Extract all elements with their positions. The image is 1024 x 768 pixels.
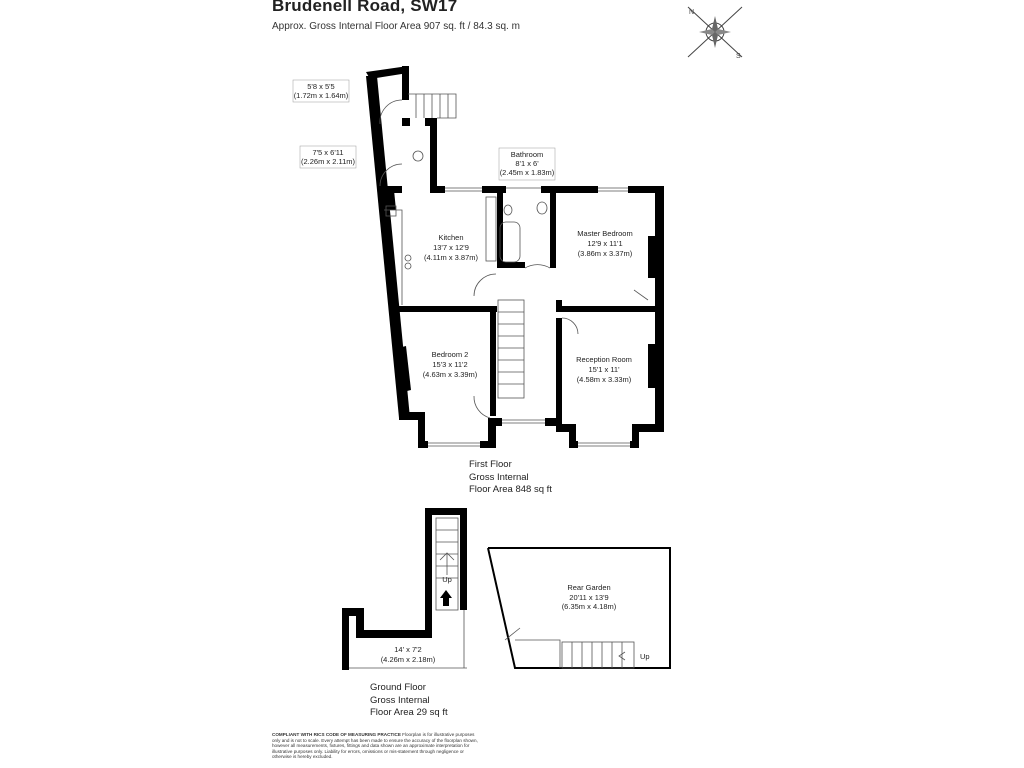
garden-stair-up-label: Up bbox=[640, 652, 650, 661]
bedroom2-dim-imperial: 15'3 x 11'2 bbox=[432, 360, 468, 369]
reception-dim-metric: (4.58m x 3.33m) bbox=[576, 375, 632, 384]
first-floor-caption-line-1: First Floor bbox=[469, 459, 512, 470]
garden-name: Rear Garden bbox=[567, 583, 611, 592]
room-top-small-dim-metric: (1.72m x 1.64m) bbox=[293, 91, 349, 100]
first-floor-caption-line-3: Floor Area 848 sq ft bbox=[469, 484, 552, 495]
disclaimer-text: Floorplan is for illustrative purposes only and is not to scale. Every attempt has been made to ensure the accuracy of the floorplan shown, however all measurements, fixtures, fittings and data shown are an approximate interpretation for illustrative purposes only. Liability for errors, omissions or mis-statement through negligence or otherwise is hereby excluded. bbox=[272, 732, 478, 760]
kitchen-dim-metric: (4.11m x 3.87m) bbox=[423, 253, 479, 262]
first-floor-fixtures bbox=[380, 94, 648, 446]
bedroom2-dim-metric: (4.63m x 3.39m) bbox=[422, 370, 478, 379]
bathroom-dim-metric: (2.45m x 1.83m) bbox=[499, 168, 555, 177]
room-top-small-dim-imperial: 5'8 x 5'5 bbox=[307, 82, 335, 91]
kitchen-dim-imperial: 13'7 x 12'9 bbox=[433, 243, 469, 252]
room-kitchen bbox=[424, 233, 479, 262]
reception-dim-imperial: 15'1 x 11' bbox=[588, 365, 620, 374]
bathroom-dim-imperial: 8'1 x 6' bbox=[515, 159, 539, 168]
up-arrow-icon bbox=[440, 590, 452, 606]
master-bedroom-dim-imperial: 12'9 x 11'1 bbox=[587, 239, 623, 248]
reception-name: Reception Room bbox=[576, 355, 632, 364]
compass-letter-n: N bbox=[689, 9, 695, 16]
ground-room-dim-imperial: 14' x 7'2 bbox=[394, 645, 422, 654]
ground-floor-caption-line-2: Gross Internal bbox=[370, 694, 430, 706]
kitchen-name: Kitchen bbox=[438, 233, 464, 242]
ground-floor-caption-line-1: Ground Floor bbox=[370, 682, 426, 693]
room-bathroom bbox=[499, 148, 555, 180]
bedroom2-name: Bedroom 2 bbox=[431, 350, 469, 359]
bathroom-name: Bathroom bbox=[510, 150, 544, 159]
room-master-bedroom bbox=[577, 229, 633, 258]
first-floor-caption bbox=[469, 459, 552, 497]
room-top-small bbox=[293, 80, 349, 102]
garden-details bbox=[505, 628, 634, 668]
room-reception bbox=[576, 355, 632, 384]
disclaimer bbox=[272, 732, 484, 760]
first-floor-caption-line-2: Gross Internal bbox=[469, 471, 529, 483]
page-title: Brudenell Road, SW17 bbox=[272, 0, 458, 15]
master-bedroom-dim-metric: (3.86m x 3.37m) bbox=[577, 249, 633, 258]
garden-dim-metric: (6.35m x 4.18m) bbox=[561, 602, 617, 611]
disclaimer-lead: COMPLIANT WITH RICS CODE OF MEASURING PRACTICE bbox=[272, 732, 401, 737]
garden-dim-imperial: 20'11 x 13'9 bbox=[569, 593, 609, 602]
ground-floor-caption bbox=[370, 682, 448, 720]
compass-letter-s: S bbox=[736, 53, 741, 60]
ground-floor-caption-line-3: Floor Area 29 sq ft bbox=[370, 707, 448, 718]
master-bedroom-name: Master Bedroom bbox=[577, 229, 633, 238]
ground-room-dim-metric: (4.26m x 2.18m) bbox=[380, 655, 436, 664]
floor-area-subtitle: Approx. Gross Internal Floor Area 907 sq. ft / 84.3 sq. m bbox=[272, 21, 520, 32]
room-top-left-dim-imperial: 7'5 x 6'11 bbox=[312, 148, 344, 157]
ground-stair-up-label: Up bbox=[442, 575, 452, 584]
room-top-left-dim-metric: (2.26m x 2.11m) bbox=[300, 157, 356, 166]
room-top-left bbox=[300, 146, 356, 168]
room-bedroom-2 bbox=[423, 350, 478, 379]
